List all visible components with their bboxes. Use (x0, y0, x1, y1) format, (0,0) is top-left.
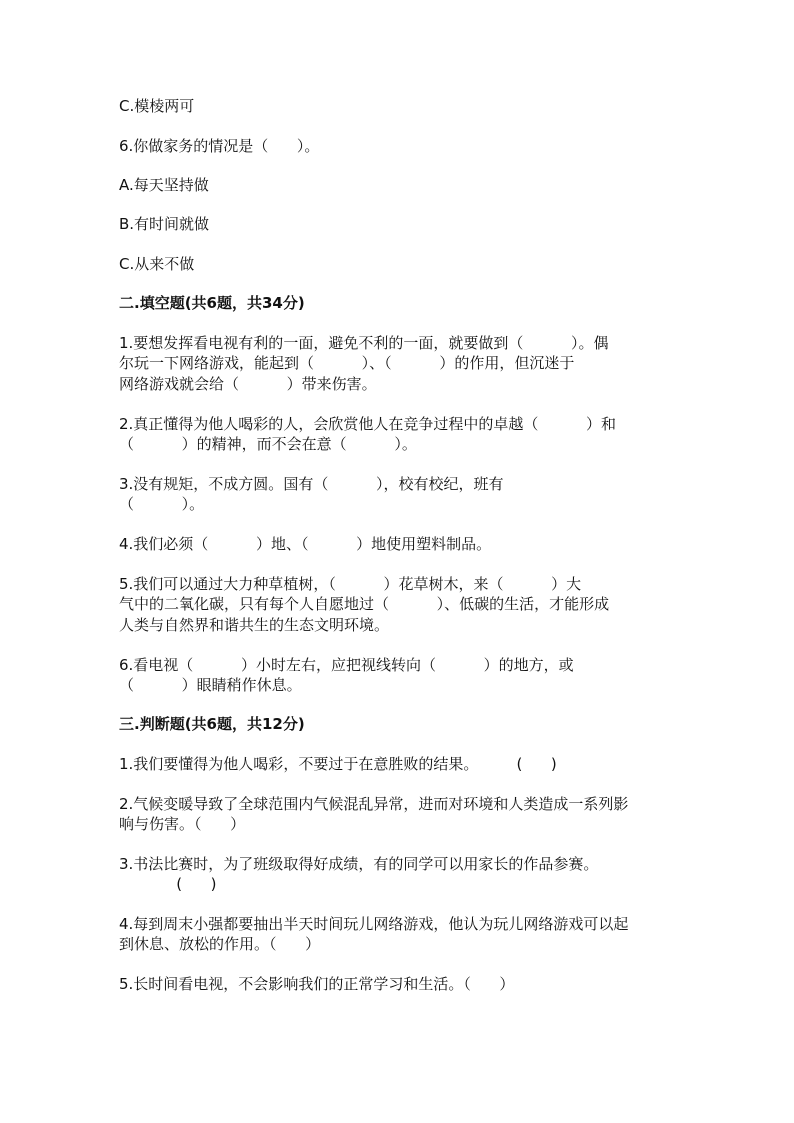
option-6a: A.每天坚持做 (119, 176, 209, 194)
judge-question-1: 1.我们要懂得为他人喝彩，不要过于在意胜败的结果。 ( ) (119, 755, 557, 773)
fill-question-6-line-2: （ ）眼睛稍作休息。 (119, 676, 302, 694)
judge-question-2-line-2: 响与伤害。（ ） (119, 815, 246, 833)
option-6c: C.从来不做 (119, 255, 195, 273)
fill-question-3-line-2: （ ）。 (119, 495, 205, 513)
judge-question-5: 5.长时间看电视，不会影响我们的正常学习和生活。（ ） (119, 975, 515, 993)
fill-question-2-line-2: （ ）的精神，而不会在意（ ）。 (119, 435, 417, 453)
fill-question-5-line-3: 人类与自然界和谐共生的生态文明环境。 (119, 616, 390, 634)
section-heading-fill-blank: 二.填空题(共6题，共34分) (119, 294, 305, 312)
judge-question-4-line-2: 到休息、放松的作用。（ ） (119, 935, 321, 953)
section-heading-true-false: 三.判断题(共6题，共12分) (119, 715, 305, 733)
fill-question-1-line-2: 尔玩一下网络游戏，能起到（ ）、（ ）的作用，但沉迷于 (119, 354, 575, 372)
judge-question-4-line-1: 4.每到周末小强都要抽出半天时间玩儿网络游戏，他认为玩儿网络游戏可以起 (119, 915, 629, 933)
option-6b: B.有时间就做 (119, 215, 210, 233)
fill-question-4: 4.我们必须（ ）地、（ ）地使用塑料制品。 (119, 535, 492, 553)
fill-question-1-line-1: 1.要想发挥看电视有利的一面，避免不利的一面，就要做到（ ）。偶 (119, 334, 609, 352)
fill-question-3-line-1: 3.没有规矩，不成方圆。国有（ ），校有校纪，班有 (119, 475, 504, 493)
judge-question-3-line-2: ( ) (119, 875, 217, 893)
fill-question-2-line-1: 2.真正懂得为他人喝彩的人，会欣赏他人在竞争过程中的卓越（ ）和 (119, 415, 616, 433)
fill-question-6-line-1: 6.看电视（ ）小时左右，应把视线转向（ ）的地方，或 (119, 656, 574, 674)
judge-question-2-line-1: 2.气候变暖导致了全球范围内气候混乱异常，进而对环境和人类造成一系列影 (119, 795, 629, 813)
judge-question-3-line-1: 3.书法比赛时，为了班级取得好成绩，有的同学可以用家长的作品参赛。 (119, 855, 599, 873)
fill-question-1-line-3: 网络游戏就会给（ ）带来伤害。 (119, 375, 377, 393)
option-5c: C.模棱两可 (119, 97, 195, 115)
question-6: 6.你做家务的情况是（ ）。 (119, 137, 320, 155)
fill-question-5-line-2: 气中的二氧化碳，只有每个人自愿地过（ ）、低碳的生活，才能形成 (119, 595, 610, 613)
fill-question-5-line-1: 5.我们可以通过大力种草植树，（ ）花草树木，来（ ）大 (119, 575, 582, 593)
